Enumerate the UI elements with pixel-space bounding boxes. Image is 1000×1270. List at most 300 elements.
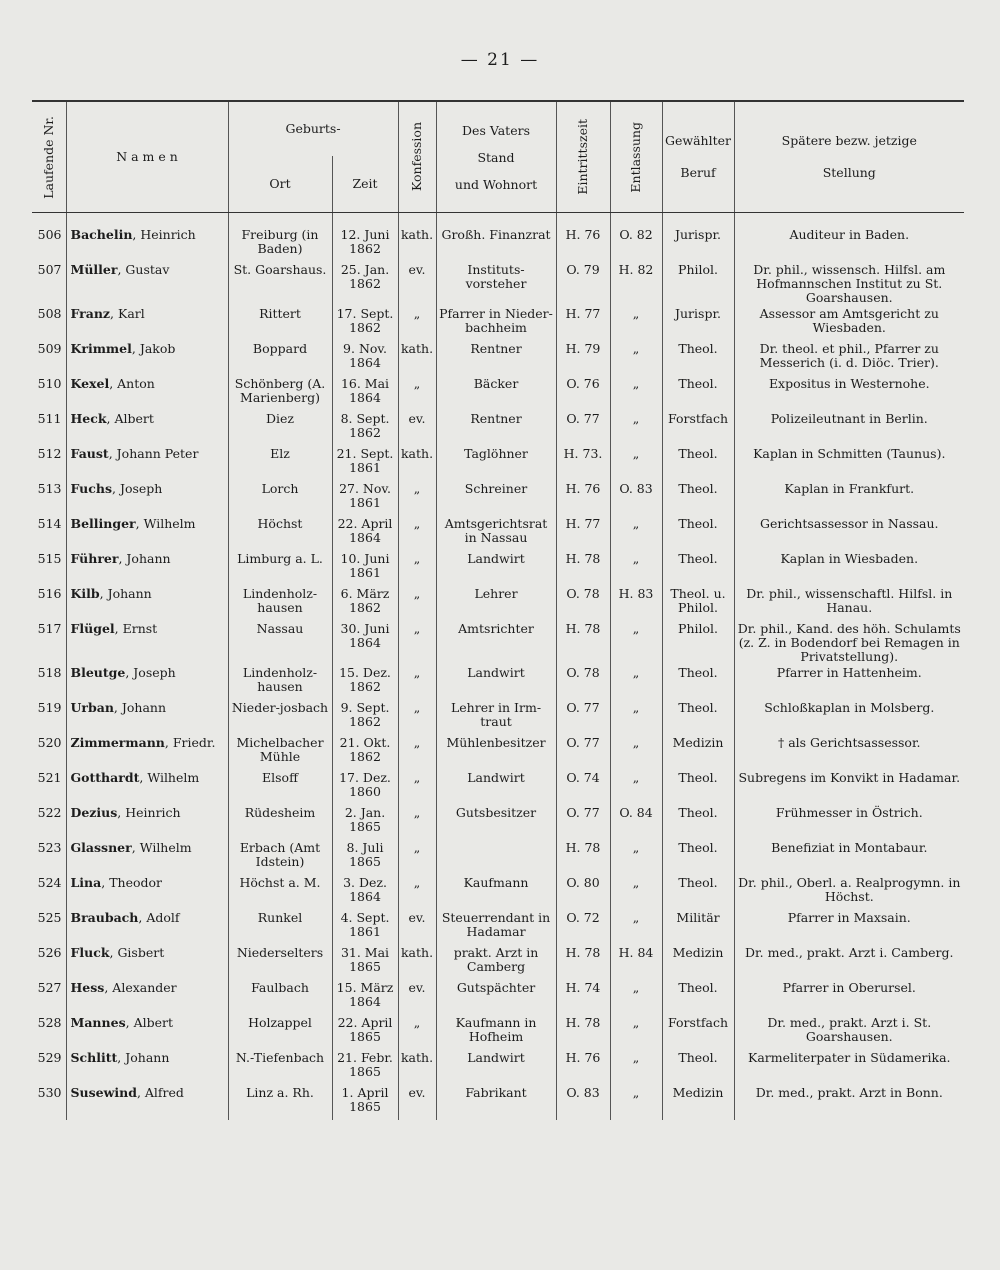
page-number: — 21 — — [460, 50, 540, 70]
row-birthplace: Niederselters — [228, 945, 332, 980]
row-given-name: Alexander — [112, 980, 177, 995]
row-konfession: ev. — [398, 910, 436, 945]
row-konfession: „ — [398, 805, 436, 840]
row-surname: Urban — [70, 700, 114, 715]
row-birthplace: Erbach (Amt Idstein) — [228, 840, 332, 875]
row-birthplace: Nassau — [228, 621, 332, 665]
row-stellung: Dr. phil., wissensch. Hilfsl. am Hofmannschen Institut zu St. Goarshausen. — [734, 262, 964, 306]
row-birthplace: Rüdesheim — [228, 805, 332, 840]
row-beruf: Medizin — [662, 1085, 734, 1120]
row-stellung: Frühmesser in Östrich. — [734, 805, 964, 840]
row-eintritt: H. 78 — [556, 621, 610, 665]
row-birthdate: 21. Sept. 1861 — [332, 446, 398, 481]
row-father: Amtsrichter — [436, 621, 556, 665]
row-konfession: ev. — [398, 262, 436, 306]
row-eintritt: H. 78 — [556, 945, 610, 980]
row-birthdate: 16. Mai 1864 — [332, 376, 398, 411]
row-surname: Führer — [70, 551, 119, 566]
row-surname: Lina — [70, 875, 102, 890]
row-birthplace: St. Goarshaus. — [228, 262, 332, 306]
row-surname: Glassner — [70, 840, 132, 855]
row-nr: 521 — [37, 770, 62, 785]
row-beruf: Philol. — [662, 262, 734, 306]
row-given-name: Gustav — [125, 262, 170, 277]
row-konfession: „ — [398, 481, 436, 516]
row-konfession: ev. — [398, 980, 436, 1015]
row-entlassung: „ — [610, 980, 662, 1015]
row-birthdate: 17. Sept. 1862 — [332, 306, 398, 341]
row-eintritt: H. 74 — [556, 980, 610, 1015]
row-birthplace: Diez — [228, 411, 332, 446]
row-beruf: Philol. — [662, 621, 734, 665]
row-entlassung: O. 84 — [610, 805, 662, 840]
row-nr: 529 — [37, 1050, 62, 1065]
table-row — [32, 1050, 964, 1085]
row-father: Landwirt — [436, 1050, 556, 1085]
row-surname: Faust — [70, 446, 109, 461]
row-eintritt: H. 76 — [556, 227, 610, 262]
row-father: Rentner — [436, 341, 556, 376]
row-eintritt: O. 74 — [556, 770, 610, 805]
row-given-name: Jakob — [139, 341, 176, 356]
row-birthdate: 15. Dez. 1862 — [332, 665, 398, 700]
header-vater: Des Vaters Stand und Wohnort — [436, 101, 556, 213]
name-separator: , — [108, 446, 117, 461]
row-stellung: Kaplan in Wiesbaden. — [734, 551, 964, 586]
row-father: Steuerrendant in Hadamar — [436, 910, 556, 945]
row-stellung: Dr. phil., wissenschaftl. Hilfsl. in Hanau. — [734, 586, 964, 621]
row-nr: 522 — [37, 805, 62, 820]
row-konfession: „ — [398, 586, 436, 621]
row-konfession: kath. — [398, 227, 436, 262]
row-name — [66, 945, 228, 980]
row-father: Fabrikant — [436, 1085, 556, 1120]
table-row — [32, 665, 964, 700]
row-surname: Franz — [70, 306, 111, 321]
row-konfession: kath. — [398, 446, 436, 481]
table-body — [32, 213, 964, 1121]
row-father: Landwirt — [436, 665, 556, 700]
row-eintritt: O. 76 — [556, 376, 610, 411]
row-birthplace: Elsoff — [228, 770, 332, 805]
row-birthplace: Nieder-josbach — [228, 700, 332, 735]
row-entlassung: „ — [610, 700, 662, 735]
row-konfession: „ — [398, 306, 436, 341]
row-stellung: Expositus in Westernohe. — [734, 376, 964, 411]
row-beruf: Theol. — [662, 805, 734, 840]
name-separator: , — [118, 551, 127, 566]
row-father: Kaufmann in Hofheim — [436, 1015, 556, 1050]
table-row — [32, 735, 964, 770]
name-separator: , — [125, 1015, 134, 1030]
row-father: Instituts-vorsteher — [436, 262, 556, 306]
name-separator: , — [135, 516, 144, 531]
row-name — [66, 481, 228, 516]
table-row — [32, 770, 964, 805]
row-given-name: Johann — [125, 1050, 170, 1065]
name-separator: , — [125, 665, 134, 680]
row-father: prakt. Arzt in Camberg — [436, 945, 556, 980]
row-eintritt: H. 76 — [556, 1050, 610, 1085]
row-birthplace: Lorch — [228, 481, 332, 516]
row-beruf: Theol. u. Philol. — [662, 586, 734, 621]
table-row — [32, 1015, 964, 1050]
row-given-name: Wilhelm — [147, 770, 200, 785]
row-birthplace: Linz a. Rh. — [228, 1085, 332, 1120]
row-entlassung: „ — [610, 1085, 662, 1120]
row-stellung: Polizeileutnant in Berlin. — [734, 411, 964, 446]
row-nr: 518 — [37, 665, 62, 680]
row-father: Amtsgerichtsrat in Nassau — [436, 516, 556, 551]
row-nr: 508 — [37, 306, 62, 321]
row-stellung: Kaplan in Schmitten (Taunus). — [734, 446, 964, 481]
table-row — [32, 341, 964, 376]
row-stellung: Schloßkaplan in Molsberg. — [734, 700, 964, 735]
row-nr: 523 — [37, 840, 62, 855]
name-separator: , — [138, 910, 147, 925]
row-surname: Bleutge — [70, 665, 126, 680]
row-name — [66, 770, 228, 805]
row-nr: 507 — [37, 262, 62, 277]
row-beruf: Theol. — [662, 516, 734, 551]
header-konfession: Konfession — [398, 101, 436, 213]
table-row — [32, 516, 964, 551]
row-birthdate: 21. Febr. 1865 — [332, 1050, 398, 1085]
row-beruf: Theol. — [662, 341, 734, 376]
row-father: Großh. Finanzrat — [436, 227, 556, 262]
row-birthdate: 9. Nov. 1864 — [332, 341, 398, 376]
row-entlassung: H. 82 — [610, 262, 662, 306]
row-birthdate: 9. Sept. 1862 — [332, 700, 398, 735]
row-father: Schreiner — [436, 481, 556, 516]
row-nr: 509 — [37, 341, 62, 356]
row-stellung: Benefiziat in Montabaur. — [734, 840, 964, 875]
row-entlassung: „ — [610, 840, 662, 875]
table-row — [32, 411, 964, 446]
table-row — [32, 262, 964, 306]
row-beruf: Medizin — [662, 735, 734, 770]
row-birthdate: 12. Juni 1862 — [332, 227, 398, 262]
name-separator: , — [131, 341, 140, 356]
table-row — [32, 945, 964, 980]
row-beruf: Forstfach — [662, 411, 734, 446]
row-given-name: Anton — [117, 376, 155, 391]
row-name — [66, 376, 228, 411]
row-eintritt: H. 78 — [556, 840, 610, 875]
row-konfession: kath. — [398, 1050, 436, 1085]
row-birthdate: 22. April 1865 — [332, 1015, 398, 1050]
row-beruf: Theol. — [662, 446, 734, 481]
row-nr: 525 — [37, 910, 62, 925]
row-father: Mühlenbesitzer — [436, 735, 556, 770]
row-birthplace: Elz — [228, 446, 332, 481]
name-separator: , — [114, 621, 123, 636]
table-row — [32, 1085, 964, 1120]
row-entlassung: O. 82 — [610, 227, 662, 262]
row-beruf: Medizin — [662, 945, 734, 980]
row-birthdate: 15. März 1864 — [332, 980, 398, 1015]
row-name — [66, 805, 228, 840]
row-nr: 520 — [37, 735, 62, 750]
row-birthdate: 1. April 1865 — [332, 1085, 398, 1120]
row-name — [66, 1085, 228, 1120]
name-separator: , — [164, 735, 173, 750]
row-konfession: kath. — [398, 945, 436, 980]
row-given-name: Gisbert — [117, 945, 165, 960]
row-eintritt: H. 79 — [556, 341, 610, 376]
row-surname: Bellinger — [70, 516, 136, 531]
table-row — [32, 551, 964, 586]
row-name — [66, 700, 228, 735]
row-surname: Bachelin — [70, 227, 133, 242]
row-surname: Heck — [70, 411, 107, 426]
table-row — [32, 376, 964, 411]
row-stellung: Subregens im Konvikt in Hadamar. — [734, 770, 964, 805]
row-name — [66, 735, 228, 770]
row-stellung: Auditeur in Baden. — [734, 227, 964, 262]
name-separator: , — [110, 306, 118, 321]
row-surname: Hess — [70, 980, 105, 995]
row-father: Bäcker — [436, 376, 556, 411]
row-surname: Flügel — [70, 621, 115, 636]
row-surname: Kilb — [70, 586, 100, 601]
row-birthplace: Boppard — [228, 341, 332, 376]
table-row — [32, 700, 964, 735]
row-name — [66, 910, 228, 945]
row-birthdate: 17. Dez. 1860 — [332, 770, 398, 805]
row-konfession: „ — [398, 551, 436, 586]
row-birthplace: Freiburg (in Baden) — [228, 227, 332, 262]
header-nr: Laufende Nr. — [32, 101, 66, 213]
row-father — [436, 840, 556, 875]
row-eintritt: O. 77 — [556, 805, 610, 840]
row-beruf: Forstfach — [662, 1015, 734, 1050]
row-name — [66, 665, 228, 700]
row-birthplace: Lindenholz-hausen — [228, 586, 332, 621]
row-surname: Dezius — [70, 805, 118, 820]
row-eintritt: O. 78 — [556, 665, 610, 700]
name-separator: , — [132, 227, 141, 242]
row-entlassung: „ — [610, 875, 662, 910]
table-header — [32, 101, 964, 213]
name-separator: , — [109, 376, 118, 391]
row-beruf: Theol. — [662, 875, 734, 910]
row-given-name: Friedr. — [172, 735, 216, 750]
row-entlassung: „ — [610, 1050, 662, 1085]
row-entlassung: „ — [610, 341, 662, 376]
row-birthplace: Limburg a. L. — [228, 551, 332, 586]
row-beruf: Theol. — [662, 840, 734, 875]
name-separator: , — [139, 770, 148, 785]
row-stellung: Kaplan in Frankfurt. — [734, 481, 964, 516]
table-row — [32, 805, 964, 840]
row-stellung: Dr. med., prakt. Arzt i. St. Goarshausen. — [734, 1015, 964, 1050]
header-geburt: Geburts- — [228, 101, 398, 156]
row-surname: Zimmermann — [70, 735, 165, 750]
row-eintritt: H. 78 — [556, 1015, 610, 1050]
row-birthdate: 30. Juni 1864 — [332, 621, 398, 665]
table-row — [32, 306, 964, 341]
row-birthdate: 8. Juli 1865 — [332, 840, 398, 875]
table-row — [32, 586, 964, 621]
row-name — [66, 262, 228, 306]
row-father: Lehrer — [436, 586, 556, 621]
row-birthdate: 25. Jan. 1862 — [332, 262, 398, 306]
row-beruf: Theol. — [662, 980, 734, 1015]
row-konfession: „ — [398, 1015, 436, 1050]
row-birthplace: Runkel — [228, 910, 332, 945]
row-surname: Krimmel — [70, 341, 132, 356]
row-surname: Gotthardt — [70, 770, 140, 785]
row-nr: 530 — [37, 1085, 62, 1100]
row-entlassung: „ — [610, 621, 662, 665]
row-father: Pfarrer in Nieder-bachheim — [436, 306, 556, 341]
row-konfession: „ — [398, 376, 436, 411]
row-beruf: Theol. — [662, 481, 734, 516]
name-separator: , — [117, 1050, 126, 1065]
row-given-name: Joseph — [133, 665, 176, 680]
row-given-name: Adolf — [146, 910, 180, 925]
row-birthdate: 8. Sept. 1862 — [332, 411, 398, 446]
row-father: Gutspächter — [436, 980, 556, 1015]
row-birthdate: 3. Dez. 1864 — [332, 875, 398, 910]
row-given-name: Karl — [117, 306, 145, 321]
row-beruf: Jurispr. — [662, 306, 734, 341]
row-nr: 516 — [37, 586, 62, 601]
row-eintritt: O. 77 — [556, 411, 610, 446]
row-beruf: Theol. — [662, 770, 734, 805]
row-nr: 510 — [37, 376, 62, 391]
student-register-table — [32, 100, 964, 1120]
row-birthplace: Schönberg (A. Marienberg) — [228, 376, 332, 411]
name-separator: , — [117, 262, 126, 277]
row-surname: Susewind — [70, 1085, 137, 1100]
row-birthdate: 31. Mai 1865 — [332, 945, 398, 980]
row-eintritt: O. 77 — [556, 700, 610, 735]
row-entlassung: „ — [610, 1015, 662, 1050]
row-name — [66, 411, 228, 446]
row-birthplace: Höchst a. M. — [228, 875, 332, 910]
name-separator: , — [117, 805, 126, 820]
row-birthdate: 2. Jan. 1865 — [332, 805, 398, 840]
name-separator: , — [111, 481, 120, 496]
row-name — [66, 875, 228, 910]
row-nr: 528 — [37, 1015, 62, 1030]
table-row — [32, 227, 964, 262]
name-separator: , — [104, 980, 113, 995]
row-konfession: „ — [398, 875, 436, 910]
row-surname: Kexel — [70, 376, 110, 391]
row-nr: 519 — [37, 700, 62, 715]
row-konfession: „ — [398, 665, 436, 700]
row-eintritt: H. 76 — [556, 481, 610, 516]
row-nr: 517 — [37, 621, 62, 636]
row-birthdate: 10. Juni 1861 — [332, 551, 398, 586]
row-eintritt: O. 72 — [556, 910, 610, 945]
row-eintritt: H. 78 — [556, 551, 610, 586]
row-stellung: Karmeliterpater in Südamerika. — [734, 1050, 964, 1085]
row-entlassung: „ — [610, 770, 662, 805]
row-entlassung: „ — [610, 910, 662, 945]
row-birthplace: Michelbacher Mühle — [228, 735, 332, 770]
row-stellung: Assessor am Amtsgericht zu Wiesbaden. — [734, 306, 964, 341]
row-given-name: Wilhelm — [139, 840, 192, 855]
row-nr: 527 — [37, 980, 62, 995]
row-beruf: Theol. — [662, 376, 734, 411]
name-separator: , — [131, 840, 140, 855]
row-surname: Fluck — [70, 945, 110, 960]
header-beruf: Gewählter Beruf — [662, 101, 734, 213]
row-given-name: Theodor — [109, 875, 163, 890]
row-given-name: Alfred — [144, 1085, 184, 1100]
header-name: N a m e n — [66, 101, 228, 213]
row-eintritt: O. 83 — [556, 1085, 610, 1120]
row-nr: 513 — [37, 481, 62, 496]
row-entlassung: H. 83 — [610, 586, 662, 621]
row-konfession: „ — [398, 840, 436, 875]
row-konfession: „ — [398, 770, 436, 805]
table-row — [32, 980, 964, 1015]
row-nr: 506 — [37, 227, 62, 242]
row-birthplace: Holzappel — [228, 1015, 332, 1050]
row-birthplace: Lindenholz-hausen — [228, 665, 332, 700]
row-father: Landwirt — [436, 551, 556, 586]
row-name — [66, 621, 228, 665]
row-birthplace: N.-Tiefenbach — [228, 1050, 332, 1085]
row-entlassung: „ — [610, 735, 662, 770]
header-stellung: Spätere bezw. jetzige Stellung — [734, 101, 964, 213]
row-eintritt: O. 80 — [556, 875, 610, 910]
table-row — [32, 840, 964, 875]
row-konfession: „ — [398, 621, 436, 665]
row-given-name: Heinrich — [140, 227, 196, 242]
row-stellung: Dr. phil., Kand. des höh. Schulamts (z. Z. in Bodendorf bei Remagen in Privatstellung). — [734, 621, 964, 665]
row-stellung: Dr. theol. et phil., Pfarrer zu Messerich (i. d. Diöc. Trier). — [734, 341, 964, 376]
row-eintritt: H. 77 — [556, 306, 610, 341]
row-konfession: „ — [398, 735, 436, 770]
row-nr: 512 — [37, 446, 62, 461]
row-stellung: Pfarrer in Oberursel. — [734, 980, 964, 1015]
row-stellung: Pfarrer in Hattenheim. — [734, 665, 964, 700]
table-row — [32, 446, 964, 481]
row-stellung: Gerichtsassessor in Nassau. — [734, 516, 964, 551]
row-given-name: Joseph — [119, 481, 163, 496]
row-given-name: Johann — [107, 586, 152, 601]
name-separator: , — [106, 411, 115, 426]
row-entlassung: „ — [610, 306, 662, 341]
table-row — [32, 910, 964, 945]
row-given-name: Albert — [133, 1015, 173, 1030]
row-name — [66, 551, 228, 586]
row-birthdate: 21. Okt. 1862 — [332, 735, 398, 770]
row-birthplace: Rittert — [228, 306, 332, 341]
row-nr: 515 — [37, 551, 62, 566]
row-name — [66, 516, 228, 551]
row-entlassung: H. 84 — [610, 945, 662, 980]
row-father: Rentner — [436, 411, 556, 446]
name-separator: , — [99, 586, 108, 601]
row-name — [66, 227, 228, 262]
row-entlassung: „ — [610, 376, 662, 411]
header-zeit: Zeit — [332, 156, 398, 213]
row-konfession: „ — [398, 700, 436, 735]
row-nr: 514 — [37, 516, 62, 531]
row-surname: Fuchs — [70, 481, 112, 496]
row-birthdate: 6. März 1862 — [332, 586, 398, 621]
row-father: Kaufmann — [436, 875, 556, 910]
name-separator: , — [109, 945, 118, 960]
row-stellung: Pfarrer in Maxsain. — [734, 910, 964, 945]
